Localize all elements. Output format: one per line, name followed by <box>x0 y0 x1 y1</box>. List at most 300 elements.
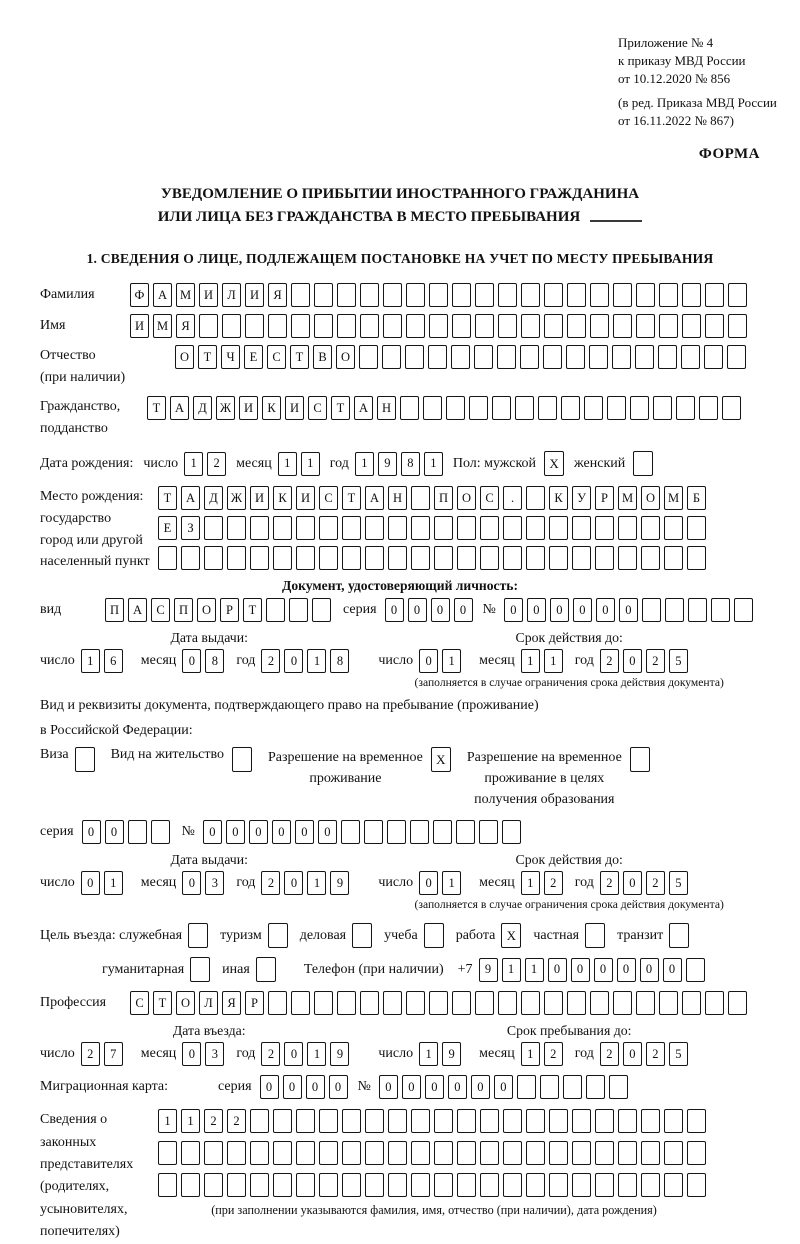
char-cell[interactable] <box>273 546 292 570</box>
char-cell[interactable]: В <box>313 345 332 369</box>
birth-day-field[interactable] <box>184 452 230 476</box>
char-cell[interactable]: 1 <box>521 1042 540 1066</box>
permit-issue-year-field[interactable] <box>261 871 353 895</box>
char-cell[interactable] <box>595 516 614 540</box>
patronymic-field[interactable] <box>175 345 750 369</box>
char-cell[interactable] <box>452 314 471 338</box>
char-cell[interactable]: 2 <box>646 649 665 673</box>
char-cell[interactable] <box>250 546 269 570</box>
char-cell[interactable]: Т <box>290 345 309 369</box>
char-cell[interactable] <box>665 598 684 622</box>
char-cell[interactable] <box>572 546 591 570</box>
char-cell[interactable] <box>686 958 705 982</box>
char-cell[interactable]: К <box>273 486 292 510</box>
id-valid-month-field[interactable] <box>521 649 567 673</box>
char-cell[interactable]: Т <box>331 396 350 420</box>
char-cell[interactable]: 0 <box>494 1075 513 1099</box>
char-cell[interactable] <box>342 546 361 570</box>
char-cell[interactable]: 0 <box>573 598 592 622</box>
legal-reps-field-line1[interactable] <box>158 1109 710 1133</box>
char-cell[interactable]: 0 <box>454 598 473 622</box>
char-cell[interactable] <box>572 1141 591 1165</box>
char-cell[interactable] <box>612 345 631 369</box>
char-cell[interactable]: 0 <box>260 1075 279 1099</box>
char-cell[interactable]: 2 <box>600 649 619 673</box>
citizenship-field[interactable] <box>147 396 745 420</box>
char-cell[interactable] <box>469 396 488 420</box>
purpose-tourism-checkbox[interactable] <box>268 923 288 948</box>
char-cell[interactable] <box>158 1173 177 1197</box>
char-cell[interactable]: Д <box>204 486 223 510</box>
char-cell[interactable] <box>538 396 557 420</box>
char-cell[interactable]: Т <box>153 991 172 1015</box>
char-cell[interactable] <box>456 820 475 844</box>
char-cell[interactable] <box>734 598 753 622</box>
char-cell[interactable]: Л <box>199 991 218 1015</box>
char-cell[interactable] <box>584 396 603 420</box>
char-cell[interactable]: 0 <box>619 598 638 622</box>
char-cell[interactable] <box>503 1109 522 1133</box>
char-cell[interactable] <box>314 314 333 338</box>
char-cell[interactable]: 0 <box>504 598 523 622</box>
char-cell[interactable] <box>595 1173 614 1197</box>
char-cell[interactable] <box>359 345 378 369</box>
char-cell[interactable]: 0 <box>596 598 615 622</box>
char-cell[interactable]: 0 <box>249 820 268 844</box>
char-cell[interactable] <box>296 516 315 540</box>
permit-issue-day-field[interactable] <box>81 871 127 895</box>
char-cell[interactable] <box>411 546 430 570</box>
char-cell[interactable]: 9 <box>378 452 397 476</box>
char-cell[interactable]: 0 <box>284 871 303 895</box>
id-number-field[interactable] <box>504 598 757 622</box>
char-cell[interactable] <box>515 396 534 420</box>
char-cell[interactable]: О <box>176 991 195 1015</box>
char-cell[interactable] <box>204 516 223 540</box>
char-cell[interactable] <box>521 283 540 307</box>
char-cell[interactable] <box>337 991 356 1015</box>
char-cell[interactable]: 9 <box>330 1042 349 1066</box>
char-cell[interactable] <box>480 1141 499 1165</box>
id-type-field[interactable] <box>105 598 335 622</box>
char-cell[interactable]: И <box>239 396 258 420</box>
char-cell[interactable] <box>498 314 517 338</box>
purpose-other-checkbox[interactable] <box>256 957 276 982</box>
birthplace-field-line2[interactable] <box>158 516 710 540</box>
char-cell[interactable] <box>266 598 285 622</box>
char-cell[interactable] <box>480 1109 499 1133</box>
char-cell[interactable]: О <box>641 486 660 510</box>
char-cell[interactable] <box>364 820 383 844</box>
char-cell[interactable] <box>607 396 626 420</box>
char-cell[interactable] <box>268 314 287 338</box>
char-cell[interactable]: 0 <box>82 820 101 844</box>
char-cell[interactable]: Ф <box>130 283 149 307</box>
char-cell[interactable]: О <box>197 598 216 622</box>
char-cell[interactable]: О <box>336 345 355 369</box>
char-cell[interactable]: М <box>618 486 637 510</box>
char-cell[interactable] <box>457 1173 476 1197</box>
char-cell[interactable] <box>451 345 470 369</box>
char-cell[interactable] <box>452 991 471 1015</box>
char-cell[interactable] <box>543 345 562 369</box>
char-cell[interactable] <box>502 820 521 844</box>
char-cell[interactable] <box>664 1141 683 1165</box>
char-cell[interactable] <box>388 1141 407 1165</box>
char-cell[interactable]: А <box>128 598 147 622</box>
char-cell[interactable] <box>434 1109 453 1133</box>
char-cell[interactable]: 0 <box>329 1075 348 1099</box>
char-cell[interactable]: 1 <box>525 958 544 982</box>
char-cell[interactable] <box>609 1075 628 1099</box>
char-cell[interactable]: К <box>262 396 281 420</box>
char-cell[interactable]: 1 <box>442 649 461 673</box>
char-cell[interactable]: П <box>434 486 453 510</box>
char-cell[interactable] <box>312 598 331 622</box>
char-cell[interactable] <box>250 1173 269 1197</box>
char-cell[interactable]: С <box>308 396 327 420</box>
char-cell[interactable]: 2 <box>646 1042 665 1066</box>
phone-field[interactable] <box>479 958 709 982</box>
char-cell[interactable]: М <box>176 283 195 307</box>
char-cell[interactable] <box>158 546 177 570</box>
char-cell[interactable] <box>659 283 678 307</box>
char-cell[interactable] <box>429 314 448 338</box>
char-cell[interactable] <box>563 1075 582 1099</box>
char-cell[interactable] <box>503 1173 522 1197</box>
char-cell[interactable] <box>503 1141 522 1165</box>
char-cell[interactable] <box>636 314 655 338</box>
char-cell[interactable] <box>544 314 563 338</box>
char-cell[interactable] <box>567 314 586 338</box>
char-cell[interactable] <box>383 991 402 1015</box>
char-cell[interactable] <box>659 314 678 338</box>
char-cell[interactable] <box>410 820 429 844</box>
birthplace-field-line1[interactable] <box>158 486 710 510</box>
char-cell[interactable] <box>658 345 677 369</box>
char-cell[interactable] <box>273 516 292 540</box>
char-cell[interactable] <box>664 1109 683 1133</box>
char-cell[interactable]: А <box>354 396 373 420</box>
char-cell[interactable] <box>365 1173 384 1197</box>
char-cell[interactable]: 7 <box>104 1042 123 1066</box>
permit-valid-month-field[interactable] <box>521 871 567 895</box>
char-cell[interactable] <box>613 283 632 307</box>
char-cell[interactable] <box>613 314 632 338</box>
char-cell[interactable] <box>549 1109 568 1133</box>
char-cell[interactable] <box>595 1109 614 1133</box>
legal-reps-field-line2[interactable] <box>158 1141 710 1165</box>
char-cell[interactable] <box>549 546 568 570</box>
char-cell[interactable] <box>250 1141 269 1165</box>
char-cell[interactable] <box>452 283 471 307</box>
char-cell[interactable] <box>618 516 637 540</box>
char-cell[interactable]: 0 <box>623 1042 642 1066</box>
char-cell[interactable]: 0 <box>226 820 245 844</box>
char-cell[interactable] <box>227 1173 246 1197</box>
char-cell[interactable] <box>699 396 718 420</box>
char-cell[interactable] <box>641 516 660 540</box>
char-cell[interactable]: 2 <box>261 871 280 895</box>
char-cell[interactable] <box>705 283 724 307</box>
char-cell[interactable]: 2 <box>646 871 665 895</box>
char-cell[interactable] <box>296 1173 315 1197</box>
char-cell[interactable] <box>682 314 701 338</box>
id-series-field[interactable] <box>385 598 477 622</box>
char-cell[interactable]: 1 <box>419 1042 438 1066</box>
id-valid-day-field[interactable] <box>419 649 465 673</box>
char-cell[interactable] <box>227 546 246 570</box>
sex-female-checkbox[interactable] <box>633 451 653 476</box>
char-cell[interactable] <box>595 546 614 570</box>
char-cell[interactable] <box>479 820 498 844</box>
purpose-official-checkbox[interactable] <box>188 923 208 948</box>
char-cell[interactable] <box>158 1141 177 1165</box>
char-cell[interactable] <box>567 991 586 1015</box>
char-cell[interactable] <box>664 516 683 540</box>
char-cell[interactable]: 9 <box>479 958 498 982</box>
char-cell[interactable]: 5 <box>669 871 688 895</box>
char-cell[interactable] <box>613 991 632 1015</box>
char-cell[interactable]: 8 <box>330 649 349 673</box>
permit-series-field[interactable] <box>82 820 174 844</box>
char-cell[interactable] <box>181 1141 200 1165</box>
char-cell[interactable] <box>572 1109 591 1133</box>
char-cell[interactable] <box>273 1173 292 1197</box>
char-cell[interactable] <box>428 345 447 369</box>
char-cell[interactable] <box>151 820 170 844</box>
char-cell[interactable] <box>526 1141 545 1165</box>
char-cell[interactable] <box>492 396 511 420</box>
char-cell[interactable]: А <box>365 486 384 510</box>
char-cell[interactable] <box>498 991 517 1015</box>
visa-checkbox[interactable] <box>75 747 95 772</box>
char-cell[interactable] <box>457 1109 476 1133</box>
char-cell[interactable]: 1 <box>301 452 320 476</box>
char-cell[interactable] <box>434 1141 453 1165</box>
char-cell[interactable] <box>204 546 223 570</box>
char-cell[interactable]: 0 <box>272 820 291 844</box>
char-cell[interactable]: 2 <box>544 871 563 895</box>
char-cell[interactable]: 1 <box>521 649 540 673</box>
char-cell[interactable] <box>572 1173 591 1197</box>
char-cell[interactable] <box>728 314 747 338</box>
char-cell[interactable]: З <box>181 516 200 540</box>
char-cell[interactable]: 1 <box>521 871 540 895</box>
char-cell[interactable] <box>641 546 660 570</box>
char-cell[interactable]: Е <box>244 345 263 369</box>
birthplace-field-line3[interactable] <box>158 546 710 570</box>
char-cell[interactable] <box>618 1109 637 1133</box>
char-cell[interactable] <box>411 516 430 540</box>
char-cell[interactable] <box>526 1173 545 1197</box>
char-cell[interactable]: И <box>199 283 218 307</box>
char-cell[interactable]: 2 <box>81 1042 100 1066</box>
char-cell[interactable] <box>250 1109 269 1133</box>
char-cell[interactable] <box>549 516 568 540</box>
char-cell[interactable] <box>388 1173 407 1197</box>
char-cell[interactable]: 3 <box>205 871 224 895</box>
char-cell[interactable] <box>388 546 407 570</box>
char-cell[interactable]: Т <box>147 396 166 420</box>
char-cell[interactable]: 2 <box>227 1109 246 1133</box>
char-cell[interactable]: 1 <box>181 1109 200 1133</box>
char-cell[interactable] <box>181 546 200 570</box>
char-cell[interactable]: С <box>319 486 338 510</box>
char-cell[interactable] <box>429 991 448 1015</box>
char-cell[interactable] <box>687 546 706 570</box>
char-cell[interactable]: 0 <box>379 1075 398 1099</box>
char-cell[interactable] <box>641 1173 660 1197</box>
purpose-transit-checkbox[interactable] <box>669 923 689 948</box>
char-cell[interactable]: С <box>480 486 499 510</box>
char-cell[interactable] <box>289 598 308 622</box>
char-cell[interactable]: 0 <box>182 1042 201 1066</box>
entry-day-field[interactable] <box>81 1042 127 1066</box>
char-cell[interactable] <box>503 546 522 570</box>
char-cell[interactable] <box>204 1173 223 1197</box>
char-cell[interactable] <box>411 486 430 510</box>
char-cell[interactable]: 2 <box>544 1042 563 1066</box>
entry-year-field[interactable] <box>261 1042 353 1066</box>
char-cell[interactable] <box>561 396 580 420</box>
stay-day-field[interactable] <box>419 1042 465 1066</box>
char-cell[interactable] <box>227 516 246 540</box>
char-cell[interactable]: 0 <box>471 1075 490 1099</box>
char-cell[interactable] <box>128 820 147 844</box>
char-cell[interactable] <box>434 516 453 540</box>
char-cell[interactable] <box>618 1173 637 1197</box>
char-cell[interactable] <box>704 345 723 369</box>
char-cell[interactable] <box>526 546 545 570</box>
char-cell[interactable] <box>498 283 517 307</box>
char-cell[interactable] <box>411 1109 430 1133</box>
char-cell[interactable]: Д <box>193 396 212 420</box>
char-cell[interactable] <box>520 345 539 369</box>
char-cell[interactable]: 0 <box>617 958 636 982</box>
char-cell[interactable]: 1 <box>307 1042 326 1066</box>
char-cell[interactable] <box>383 283 402 307</box>
char-cell[interactable]: Я <box>222 991 241 1015</box>
char-cell[interactable]: Я <box>268 283 287 307</box>
char-cell[interactable] <box>296 1109 315 1133</box>
char-cell[interactable] <box>181 1173 200 1197</box>
char-cell[interactable]: 1 <box>355 452 374 476</box>
char-cell[interactable]: Ж <box>227 486 246 510</box>
purpose-business-checkbox[interactable] <box>352 923 372 948</box>
char-cell[interactable]: С <box>130 991 149 1015</box>
char-cell[interactable]: 2 <box>261 649 280 673</box>
char-cell[interactable] <box>590 314 609 338</box>
birth-month-field[interactable] <box>278 452 324 476</box>
char-cell[interactable] <box>457 546 476 570</box>
char-cell[interactable] <box>457 516 476 540</box>
char-cell[interactable] <box>641 1141 660 1165</box>
char-cell[interactable]: Я <box>176 314 195 338</box>
char-cell[interactable]: 2 <box>207 452 226 476</box>
char-cell[interactable] <box>566 345 585 369</box>
char-cell[interactable] <box>411 1173 430 1197</box>
char-cell[interactable] <box>342 1141 361 1165</box>
char-cell[interactable]: 3 <box>205 1042 224 1066</box>
char-cell[interactable] <box>681 345 700 369</box>
char-cell[interactable]: 0 <box>408 598 427 622</box>
char-cell[interactable]: 0 <box>431 598 450 622</box>
char-cell[interactable]: 0 <box>623 649 642 673</box>
profession-field[interactable] <box>130 991 751 1015</box>
char-cell[interactable] <box>245 314 264 338</box>
char-cell[interactable]: П <box>174 598 193 622</box>
char-cell[interactable]: Ч <box>221 345 240 369</box>
char-cell[interactable] <box>337 314 356 338</box>
char-cell[interactable] <box>727 345 746 369</box>
char-cell[interactable] <box>521 314 540 338</box>
char-cell[interactable]: У <box>572 486 591 510</box>
char-cell[interactable] <box>526 516 545 540</box>
char-cell[interactable]: Н <box>377 396 396 420</box>
stay-month-field[interactable] <box>521 1042 567 1066</box>
char-cell[interactable]: И <box>250 486 269 510</box>
char-cell[interactable] <box>227 1141 246 1165</box>
char-cell[interactable] <box>342 1109 361 1133</box>
char-cell[interactable]: 1 <box>307 649 326 673</box>
char-cell[interactable] <box>676 396 695 420</box>
char-cell[interactable] <box>342 1173 361 1197</box>
char-cell[interactable] <box>618 546 637 570</box>
char-cell[interactable] <box>659 991 678 1015</box>
char-cell[interactable] <box>365 1141 384 1165</box>
char-cell[interactable]: Т <box>342 486 361 510</box>
char-cell[interactable] <box>586 1075 605 1099</box>
char-cell[interactable]: 5 <box>669 1042 688 1066</box>
purpose-humanitarian-checkbox[interactable] <box>190 957 210 982</box>
char-cell[interactable]: Р <box>245 991 264 1015</box>
char-cell[interactable]: 0 <box>283 1075 302 1099</box>
char-cell[interactable]: 0 <box>594 958 613 982</box>
char-cell[interactable]: 0 <box>203 820 222 844</box>
char-cell[interactable] <box>400 396 419 420</box>
char-cell[interactable] <box>433 820 452 844</box>
surname-field[interactable] <box>130 283 751 307</box>
char-cell[interactable]: 5 <box>669 649 688 673</box>
char-cell[interactable] <box>406 283 425 307</box>
char-cell[interactable]: 1 <box>442 871 461 895</box>
char-cell[interactable]: 6 <box>104 649 123 673</box>
char-cell[interactable]: 0 <box>550 598 569 622</box>
char-cell[interactable] <box>630 396 649 420</box>
char-cell[interactable] <box>446 396 465 420</box>
id-valid-year-field[interactable] <box>600 649 692 673</box>
permit-valid-day-field[interactable] <box>419 871 465 895</box>
char-cell[interactable]: 0 <box>182 871 201 895</box>
char-cell[interactable] <box>682 991 701 1015</box>
migration-series-field[interactable] <box>260 1075 352 1099</box>
entry-month-field[interactable] <box>182 1042 228 1066</box>
char-cell[interactable]: Т <box>158 486 177 510</box>
char-cell[interactable] <box>365 516 384 540</box>
char-cell[interactable]: О <box>457 486 476 510</box>
name-field[interactable] <box>130 314 751 338</box>
char-cell[interactable] <box>480 546 499 570</box>
char-cell[interactable] <box>549 1141 568 1165</box>
char-cell[interactable]: О <box>175 345 194 369</box>
char-cell[interactable] <box>204 1141 223 1165</box>
char-cell[interactable] <box>687 1109 706 1133</box>
char-cell[interactable]: 0 <box>419 649 438 673</box>
char-cell[interactable]: П <box>105 598 124 622</box>
char-cell[interactable] <box>314 991 333 1015</box>
char-cell[interactable] <box>544 283 563 307</box>
